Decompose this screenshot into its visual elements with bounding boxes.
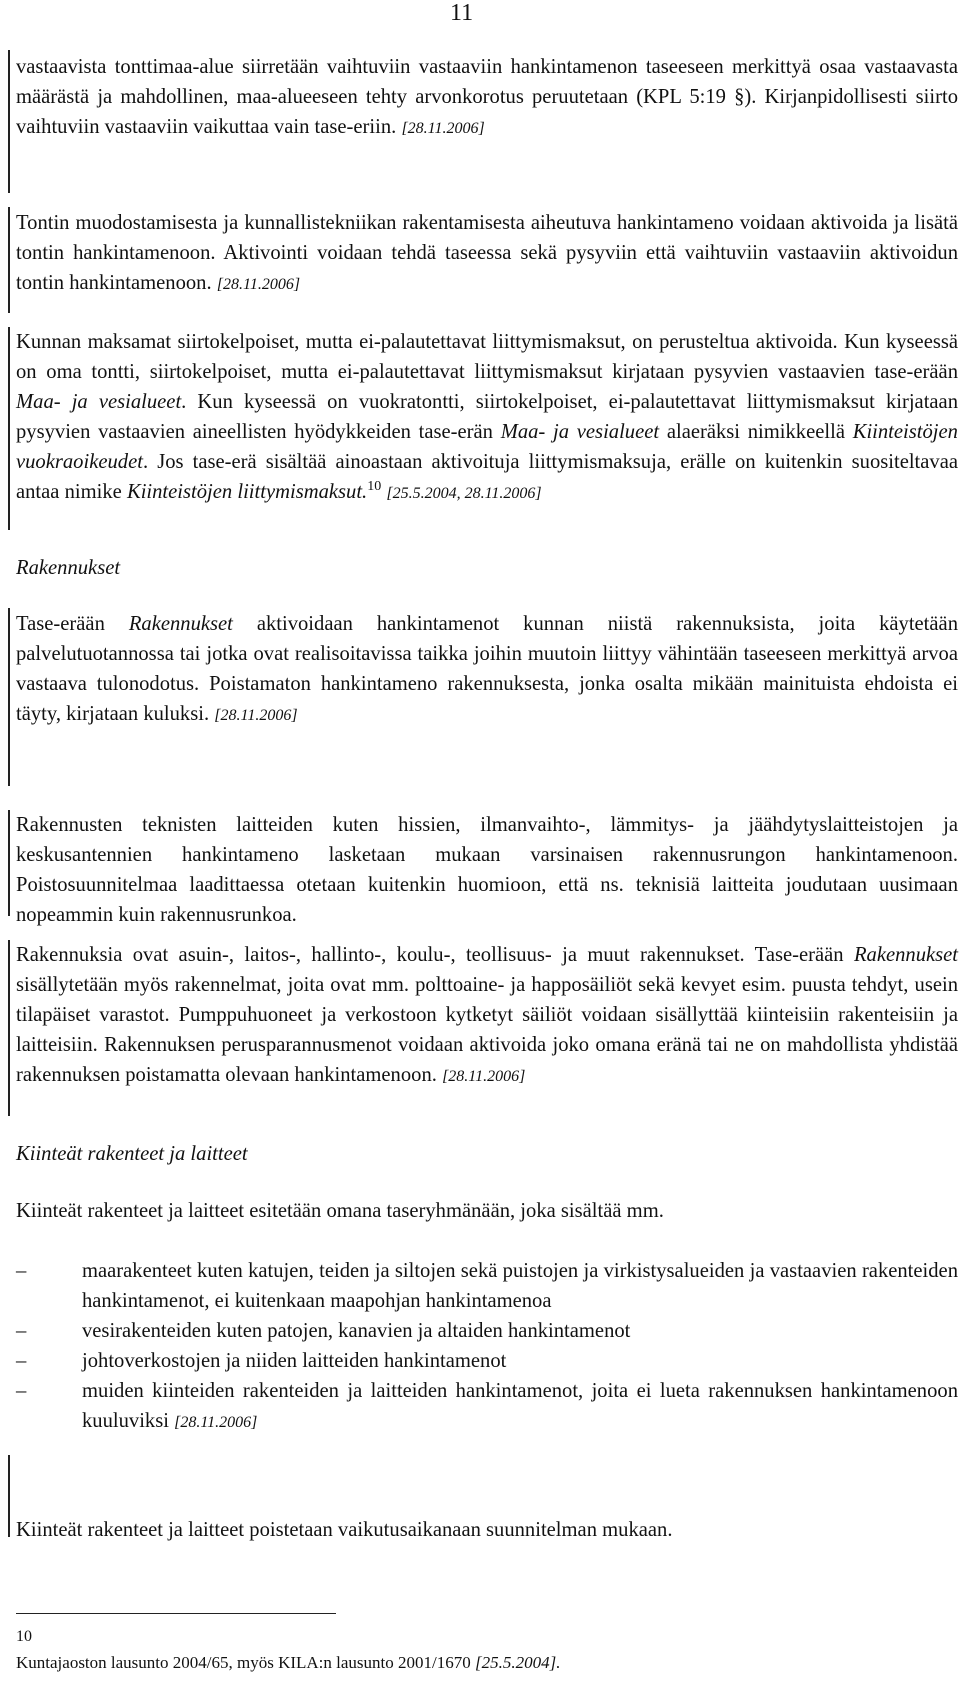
paragraph-text: Kiinteät rakenteet ja laitteet poistetaan vaikutusaikanaan suunnitelman mukaan. xyxy=(16,1519,673,1541)
paragraph-text: Tontin muodostamisesta ja kunnallistekniikan rakentamisesta aiheutuva hankintameno voidaan aktivoida ja lisätä tontin hankintamenoon. Aktivointi voidaan tehdä taseessa sekä pysyviin että vaihtuviin vastaaviin aktivoidun tontin hankintamenoon. xyxy=(16,212,958,294)
footnote-body: Kuntajaoston lausunto 2004/65, myös KILA:n lausunto 2001/1670 xyxy=(16,1653,471,1672)
paragraph-kiinteat-intro xyxy=(16,1196,958,1226)
paragraph-tontin-muodostaminen xyxy=(16,208,958,300)
date-reference: [28.11.2006] xyxy=(216,276,301,293)
list-item xyxy=(16,1376,958,1438)
list-item xyxy=(16,1316,958,1346)
date-reference: [28.11.2006] xyxy=(174,1414,258,1431)
change-bar xyxy=(8,608,10,786)
page-number: 11 xyxy=(450,0,474,26)
list-item-text: vesirakenteiden kuten patojen, kanavien ja altaiden hankintamenot xyxy=(82,1320,631,1342)
list-item xyxy=(16,1346,958,1376)
footnote-marker: 10 xyxy=(367,479,382,495)
paragraph-text: alaeräksi nimikkeellä xyxy=(666,421,845,443)
paragraph-tekniset-laitteet xyxy=(16,810,958,930)
date-reference: [25.5.2004, 28.11.2006] xyxy=(386,485,542,502)
change-bar xyxy=(8,327,10,530)
paragraph-text: . Jos tase-erä sisältää ainoastaan aktivoituja liittymismaksuja, erälle on kuitenkin suositeltavaa antaa nimike xyxy=(16,451,958,503)
paragraph-text: Rakennusten teknisten laitteiden kuten hissien, ilmanvaihto-, lämmitys- ja jäähdytyslaitteistojen ja keskusantennien hankintameno lasketaan mukaan varsinaisen rakennusrungon hankintamenoon. Poistosuunnitelmaa laadittaessa otetaan kuitenkin huomioon, että ns. teknisiä laitteita joudutaan uusimaan nopeammin kuin rakennusrunkoa. xyxy=(16,814,958,926)
italic-term: Maa- ja vesialueet xyxy=(500,421,660,443)
paragraph-poistot xyxy=(16,1515,958,1545)
list-item-text: maarakenteet kuten katujen, teiden ja siltojen sekä puistojen ja virkistysalueiden ja vastaavien rakenteiden hankintamenot, ei kuitenkaan maapohjan hankintamenoa xyxy=(82,1260,958,1312)
date-reference: [28.11.2006] xyxy=(214,707,298,724)
section-heading-kiinteat-rakenteet: Kiinteät rakenteet ja laitteet xyxy=(16,1143,248,1165)
date-reference: [25.5.2004]. xyxy=(474,1653,561,1672)
dash-bullet: – xyxy=(16,1320,27,1342)
date-reference: [28.11.2006] xyxy=(401,120,485,137)
change-bar xyxy=(8,940,10,1116)
paragraph-rakennukset-tase-era xyxy=(16,609,958,731)
list-item xyxy=(16,1256,958,1316)
list-item-text: muiden kiinteiden rakenteiden ja laitteiden hankintamenot, joita ei lueta rakennuksen hankintamenoon kuuluviksi xyxy=(82,1380,958,1432)
paragraph-text: Kiinteät rakenteet ja laitteet esitetään omana taseryhmänään, joka sisältää mm. xyxy=(16,1200,664,1222)
date-reference: [28.11.2006] xyxy=(442,1068,526,1085)
dash-bullet: – xyxy=(16,1350,27,1372)
italic-term: Maa- ja vesialueet xyxy=(16,391,182,413)
dash-bullet: – xyxy=(16,1260,27,1282)
asset-type-list xyxy=(16,1256,958,1438)
footnote-text xyxy=(16,1653,560,1673)
paragraph-rakennuksia-ovat xyxy=(16,940,958,1092)
paragraph-text: Rakennuksia ovat asuin-, laitos-, hallinto-, koulu-, teollisuus- ja muut rakennukset. Tase-erään xyxy=(16,944,844,966)
paragraph-tonttimaa xyxy=(16,52,958,144)
paragraph-text: vastaavista tonttimaa-alue siirretään vaihtuviin vastaaviin hankintamenon taseeseen merkittyä osaa vastaavasta määrästä ja mahdollinen, maa-alueeseen tehty arvonkorotus peruutetaan (KPL 5:19 §). Kirjanpidollisesti siirto vaihtuviin vastaaviin vaikuttaa vain tase-eriin. xyxy=(16,56,958,138)
change-bar xyxy=(8,810,10,916)
paragraph-text: aktivoidaan hankintamenot kunnan niistä rakennuksista, joita käytetään palvelutuotannossa tai jotka ovat realisoitavissa taikka joihin muutoin liittyy vähintään taseeseen merkittyä arvoa vastaava tulonodotus. Poistamaton hankintameno rakennuksesta, jonka osalta mikään mainituista ehdoista ei täyty, kirjataan kuluksi. xyxy=(16,613,958,725)
italic-term: Kiinteistöjen liittymismaksut. xyxy=(126,481,368,503)
italic-term: Kiinteistöjen vuokraoikeudet xyxy=(16,421,958,473)
italic-term: Rakennukset xyxy=(128,613,233,635)
footnote-number: 10 xyxy=(16,1628,32,1645)
change-bar xyxy=(8,50,10,193)
change-bar xyxy=(8,207,10,313)
section-heading-rakennukset: Rakennukset xyxy=(16,557,121,579)
dash-bullet: – xyxy=(16,1380,27,1402)
footnote-separator xyxy=(16,1613,336,1614)
paragraph-text: Kunnan maksamat siirtokelpoiset, mutta ei-palautettavat liittymismaksut, on perusteltua aktivoida. Kun kyseessä on oma tontti, siirtokelpoiset, mutta ei-palautettavat liittymismaksut kirjataan pysyvien vastaavien tase-erään xyxy=(16,331,958,383)
paragraph-text: . Kun kyseessä on vuokratontti, siirtokelpoiset, ei-palautettavat liittymismaksut kirjataan pysyvien vastaavien aineellisten hyödykkeiden tase-erän xyxy=(16,391,958,443)
paragraph-text: Tase-erään xyxy=(16,613,105,635)
change-bar xyxy=(8,1455,10,1537)
paragraph-text: sisällytetään myös rakennelmat, joita ovat mm. polttoaine- ja happosäiliöt sekä kevyet esim. puusta tehdyt, usein tilapäiset varastot. Pumppuhuoneet ja verkostoon kytketyt säiliöt voidaan sisällyttää kiinteisiin rakenteisiin ja laitteisiin. Rakennuksen perusparannusmenot voidaan aktivoida joko omana eränä tai ne on mahdollista yhdistää rakennuksen poistamatta olevaan hankintamenoon. xyxy=(16,974,958,1086)
list-item-text: johtoverkostojen ja niiden laitteiden hankintamenot xyxy=(82,1350,507,1372)
paragraph-liittymismaksut xyxy=(16,327,958,509)
italic-term: Rakennukset xyxy=(853,944,959,966)
